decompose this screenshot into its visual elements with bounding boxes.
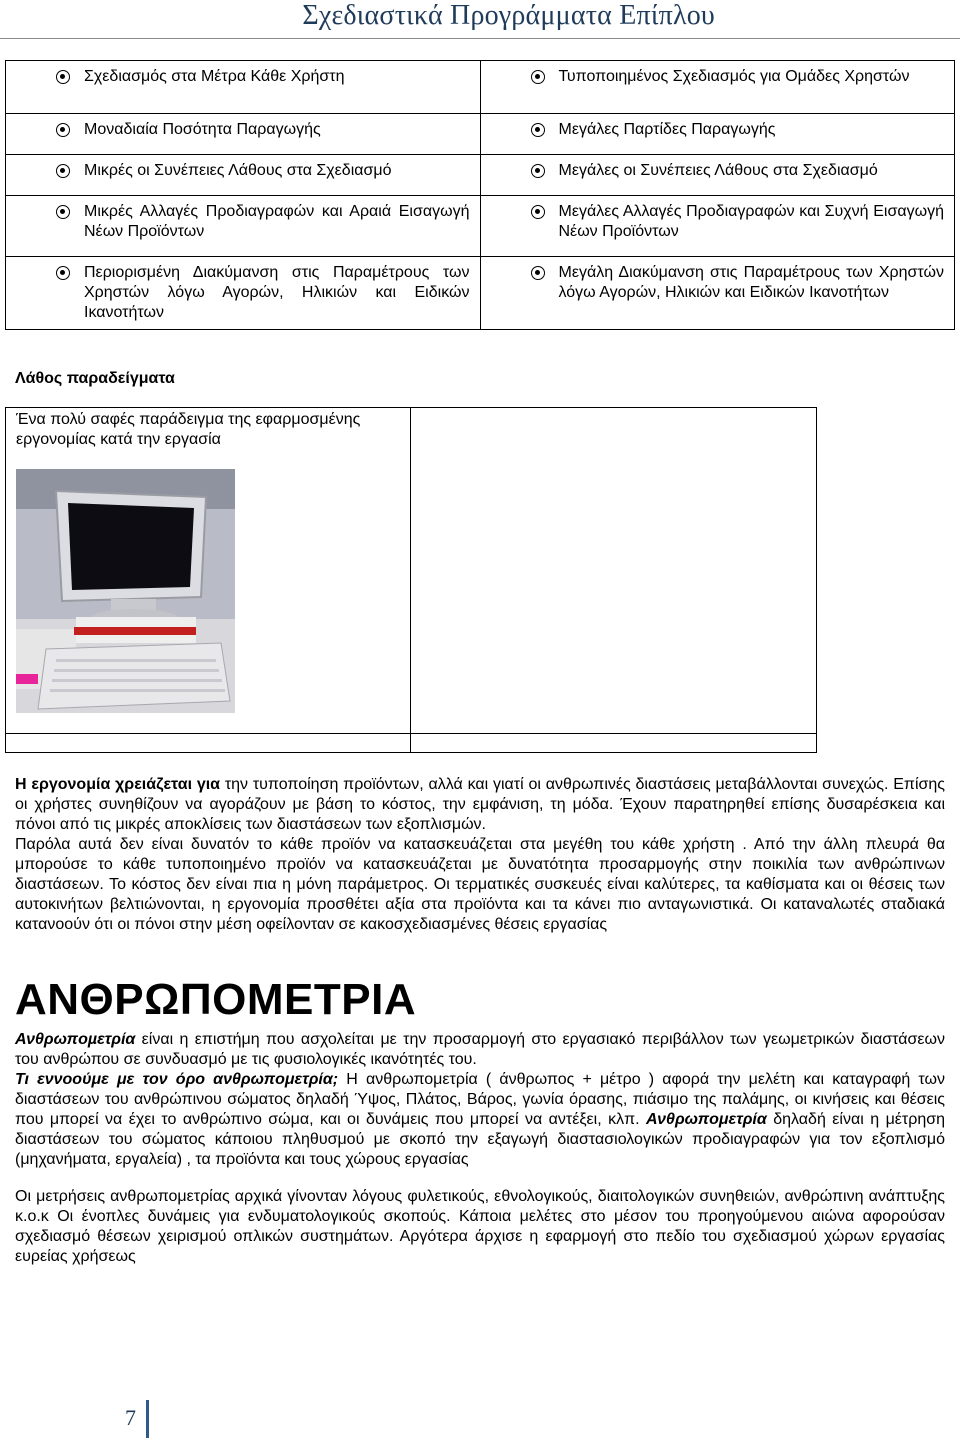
example-table — [5, 407, 817, 753]
anthropometry-question — [15, 1070, 945, 1170]
anthropometry-paragraph-3: Οι μετρήσεις ανθρωπομετρίας αρχικά γίνονταν λόγους φυλετικούς, εθνολογικούς, διαιτολογικών συνηθειών, ανθρώπινη ανάπτυξης κ.ο.κ Οι ένοπλες δυνάμεις για ενδυματολογικούς σκοπούς. Κάποια μελέτες στο μέσον του προηγούμενου αιώνα αφορούσαν σχεδιασμό θέσεων χειρισμού οπλικών συστημάτων. Αργότερα άρχισε η εφαρμογή στο πεδίο του σχεδιασμού χώρων εργασίας ευρείας χρήσεως — [15, 1188, 945, 1265]
section-heading-errors: Λάθος παραδείγματα — [15, 370, 175, 387]
running-header-title: Σχεδιαστικά Προγράμματα Επίπλου — [302, 0, 715, 31]
ergonomics-p1-text: την τυποποίηση προϊόντων, αλλά και γιατί οι ανθρωπινές διαστάσεις μεταβάλλονται συνεχώς. Επίσης οι χρήστες συνηθίζουν να αγοράζουν με βάση το κόστος, την εμφάνιση, τη μόδα. Έχουν παρατηρηθεί επίσης δυσαρέσκεια και πόνοι από τις μικρές αποκλίσεις των διαστάσεων των εξοπλισμών. — [15, 776, 946, 833]
anthropometry-title: ΑΝΘΡΩΠΟΜΕΤΡΙΑ — [15, 975, 417, 1024]
anthropometry-question-bold: Τι εννοούμε με τον όρο ανθρωπομετρία; — [15, 1071, 339, 1088]
example-caption: Ένα πολύ σαφές παράδειγμα της εφαρμοσμένης εργονομίας κατά την εργασία — [16, 411, 361, 448]
bullet-text: Μικρές οι Συνέπειες Λάθους στα Σχεδιασμό — [84, 162, 392, 179]
anthropometry-term: Ανθρωποµετρία — [15, 1031, 136, 1048]
bullet-circle-icon — [56, 123, 70, 137]
bullet-circle-icon — [56, 205, 70, 219]
table-cell-left — [6, 257, 481, 330]
table-cell-right — [480, 114, 955, 155]
bullet-text: Μοναδιαία Ποσότητα Παραγωγής — [84, 121, 321, 138]
bullet-text: Μεγάλη Διακύμανση στις Παραμέτρους των Χρηστών λόγω Αγορών, Ηλικιών και Ειδικών Ικανοτήτων — [558, 264, 944, 301]
bullet-text: Μικρές Αλλαγές Προδιαγραφών και Αραιά Εισαγωγή Νέων Προϊόντων — [84, 203, 470, 240]
table-row — [6, 61, 955, 114]
bullet-text: Μεγάλες οι Συνέπειες Λάθους στα Σχεδιασμό — [558, 162, 878, 179]
bullet-text: Μεγάλες Αλλαγές Προδιαγραφών και Συχνή Εισαγωγή Νέων Προϊόντων — [558, 203, 944, 240]
table-row — [6, 114, 955, 155]
bullet-circle-icon — [56, 266, 70, 280]
table-cell-right — [480, 155, 955, 196]
table-cell-left — [6, 155, 481, 196]
bullet-circle-icon — [531, 164, 545, 178]
table-cell-left — [6, 61, 481, 114]
example-cell-bottom-left — [5, 733, 411, 753]
bullet-circle-icon — [531, 123, 545, 137]
anthropometry-definition — [15, 1030, 945, 1070]
bullet-text: Σχεδιασμός στα Μέτρα Κάθε Χρήστη — [84, 68, 345, 85]
bullet-circle-icon — [531, 266, 545, 280]
ergonomics-paragraph-1 — [15, 775, 945, 835]
table-cell-left — [6, 114, 481, 155]
header-divider — [0, 38, 960, 39]
anthropometry-question-text-2: δηλαδή είναι η μέτρηση διαστάσεων του σώματος κάποιου πληθυσμού με σκοπό την εξαγωγή διαστασιολογικών προδιαγραφών για τον εξοπλισμό (μηχανήματα, εργαλεία) , τα προϊόντα και τους χώρους εργασίας — [15, 1111, 946, 1168]
table-cell-right — [480, 61, 955, 114]
table-cell-right — [480, 196, 955, 257]
bullet-circle-icon — [531, 70, 545, 84]
workstation-photo — [16, 469, 235, 713]
ergonomics-lead: Η εργονομία χρειάζεται για — [15, 776, 221, 793]
bullet-text: Τυποποιημένος Σχεδιασμός για Ομάδες Χρηστών — [558, 68, 910, 85]
page-number-bar — [146, 1400, 149, 1438]
workstation-photo-graphic — [16, 469, 235, 713]
anthropometry-question-text: Η ανθρωπομετρία ( άνθρωπος + μέτρο ) αφορά την μελέτη και καταγραφή των διαστάσεων του ανθρώπινου σώματος δηλαδή Ύψος, Πλάτος, Βάρος, γωνία όρασης, πιάσιμο της παλάμης, οι κινήσεις και θέσεις που μπορεί να έχει το ανθρώπινο σώμα, και οι δυνάμεις που μπορεί να αντέξει, κλπ. — [15, 1071, 945, 1128]
table-row — [6, 257, 955, 330]
page-number: 7 — [125, 1405, 136, 1430]
bullet-circle-icon — [56, 164, 70, 178]
table-row — [6, 196, 955, 257]
bullet-text: Περιορισμένη Διακύμανση στις Παραμέτρους των Χρηστών λόγω Αγορών, Ηλικιών και Ειδικών Ικανοτήτων — [84, 264, 470, 321]
ergonomics-paragraph-2: Παρόλα αυτά δεν είναι δυνατόν το κάθε προϊόν να κατασκευάζεται στα μεγέθη του κάθε χρήστη . Από την άλλη πλευρά θα μπορούσε το κάθε τυποποιημένο προϊόν να κατασκευάζεται με δυνατότητα προσαρμογής στην ποικιλία των ανθρώπινων διαστάσεων. Το κόστος δεν είναι πια η μόνη παράμετρος. Οι τερματικές συσκευές είναι καλύτερες, τα καθίσματα και οι θέσεις των αυτοκινήτων βελτιώνονται, η εργονομία προσθέτει αξία στα προϊόντα και τα κάνει πιο ανταγωνιστικά. Οι καταναλωτές σταδιακά κατανοούν ότι οι πόνοι στην μέση οφείλονταν σε κακοσχεδιασμένες θέσεις εργασίας — [15, 836, 945, 933]
table-row — [6, 155, 955, 196]
anthropometry-term-2: Ανθρωπομετρία — [646, 1111, 767, 1128]
example-cell-bottom-right — [411, 733, 817, 753]
example-cell-left — [5, 407, 411, 734]
table-cell-left — [6, 196, 481, 257]
bullet-circle-icon — [531, 205, 545, 219]
anthropometry-def-text: είναι η επιστήμη που ασχολείται με την προσαρμογή στο εργασιακό περιβάλλον των γεωμετρικών διαστάσεων του ανθρώπου σε συνδυασμό με τις φυσιολογικές ικανότητές του. — [15, 1031, 945, 1068]
bullet-circle-icon — [56, 70, 70, 84]
bullet-text: Μεγάλες Παρτίδες Παραγωγής — [558, 121, 776, 138]
example-cell-right — [411, 407, 817, 734]
comparison-table — [5, 60, 955, 330]
table-cell-right — [480, 257, 955, 330]
